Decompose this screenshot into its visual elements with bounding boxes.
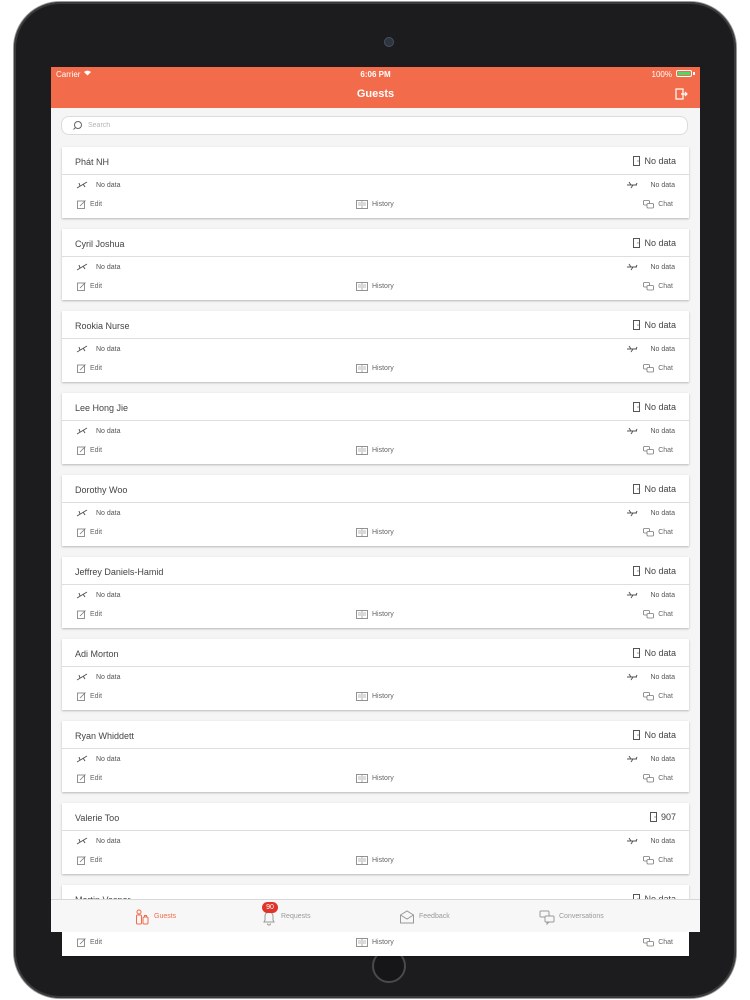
card-divider (62, 584, 689, 585)
door-icon (633, 648, 640, 658)
history-icon (356, 938, 368, 947)
door-icon (633, 484, 640, 494)
arrival-value: No data (96, 263, 121, 271)
arrival-plane-icon (76, 673, 88, 681)
chat-label: Chat (658, 693, 673, 700)
chat-button[interactable] (643, 200, 673, 209)
chat-icon (643, 200, 654, 209)
history-icon (356, 692, 368, 701)
guest-card[interactable] (62, 803, 689, 874)
guest-card[interactable] (62, 557, 689, 628)
edit-icon (77, 200, 86, 209)
history-label: History (372, 201, 394, 208)
edit-icon (77, 446, 86, 455)
departure-plane-icon (626, 181, 638, 189)
room-value: No data (644, 238, 676, 248)
history-button[interactable] (356, 528, 394, 537)
guest-arrival (76, 263, 121, 271)
history-button[interactable] (356, 774, 394, 783)
history-icon (356, 774, 368, 783)
chat-button[interactable] (643, 774, 673, 783)
edit-label: Edit (90, 693, 103, 700)
guest-name: Jeffrey Daniels-Hamid (75, 567, 164, 577)
door-icon (633, 566, 640, 576)
guest-room (633, 484, 676, 494)
guest-arrival (76, 673, 121, 681)
departure-value: No data (650, 509, 675, 517)
guest-name: Rookia Nurse (75, 321, 130, 331)
departure-value: No data (650, 427, 675, 435)
tab-requests-label: Requests (281, 913, 311, 920)
arrival-value: No data (96, 591, 121, 599)
departure-value: No data (650, 755, 675, 763)
chat-icon (643, 856, 654, 865)
edit-button[interactable] (77, 774, 102, 783)
camera (384, 37, 394, 47)
history-button[interactable] (356, 282, 394, 291)
history-label: History (372, 611, 394, 618)
tab-guests[interactable] (134, 900, 176, 933)
guest-card[interactable] (62, 639, 689, 710)
edit-icon (77, 692, 86, 701)
door-icon (633, 730, 640, 740)
search-icon (72, 120, 83, 131)
room-value: No data (644, 648, 676, 658)
guest-card[interactable] (62, 393, 689, 464)
chat-icon (643, 774, 654, 783)
history-label: History (372, 857, 394, 864)
guest-arrival (76, 345, 121, 353)
door-icon (650, 812, 657, 822)
card-divider (62, 502, 689, 503)
guest-departure (626, 181, 675, 189)
guest-room (633, 402, 676, 412)
edit-label: Edit (90, 611, 103, 618)
tab-feedback-label: Feedback (419, 913, 450, 920)
guest-departure (626, 837, 675, 845)
chat-button[interactable] (643, 938, 673, 947)
chat-icon (643, 364, 654, 373)
tab-feedback[interactable] (399, 900, 450, 933)
history-button[interactable] (356, 856, 394, 865)
history-button[interactable] (356, 446, 394, 455)
guest-room (633, 566, 676, 576)
door-icon (633, 156, 640, 166)
history-label: History (372, 283, 394, 290)
nav-bar (51, 67, 700, 108)
guest-room (633, 238, 676, 248)
card-divider (62, 338, 689, 339)
guest-room (633, 320, 676, 330)
card-divider (62, 420, 689, 421)
departure-plane-icon (626, 755, 638, 763)
guest-departure (626, 263, 675, 271)
edit-button[interactable] (77, 200, 102, 209)
guest-arrival (76, 509, 121, 517)
guest-card[interactable] (62, 311, 689, 382)
chat-button[interactable] (643, 528, 673, 537)
history-label: History (372, 693, 394, 700)
logout-icon[interactable] (674, 87, 688, 101)
history-button[interactable] (356, 200, 394, 209)
search-area (51, 108, 700, 142)
edit-label: Edit (90, 857, 103, 864)
history-icon (356, 200, 368, 209)
room-value: No data (644, 484, 676, 494)
history-icon (356, 282, 368, 291)
edit-label: Edit (90, 447, 103, 454)
history-icon (356, 364, 368, 373)
guest-room (633, 648, 676, 658)
guest-room (650, 812, 676, 822)
edit-icon (77, 282, 86, 291)
card-divider (62, 256, 689, 257)
edit-button[interactable] (77, 692, 102, 701)
edit-icon (77, 856, 86, 865)
chat-label: Chat (658, 447, 673, 454)
edit-button[interactable] (77, 364, 102, 373)
chat-icon (643, 938, 654, 947)
card-divider (62, 748, 689, 749)
guests-icon (134, 909, 150, 925)
status-bar (51, 67, 700, 81)
edit-button[interactable] (77, 528, 102, 537)
tab-guests-label: Guests (154, 913, 177, 920)
guest-arrival (76, 591, 121, 599)
arrival-plane-icon (76, 427, 88, 435)
guest-departure (626, 673, 675, 681)
chat-label: Chat (658, 939, 673, 946)
arrival-value: No data (96, 181, 121, 189)
card-divider (62, 830, 689, 831)
guest-arrival (76, 181, 121, 189)
arrival-plane-icon (76, 509, 88, 517)
history-button[interactable] (356, 364, 394, 373)
room-value: No data (644, 730, 676, 740)
departure-plane-icon (626, 345, 638, 353)
edit-label: Edit (90, 201, 103, 208)
edit-icon (77, 774, 86, 783)
arrival-plane-icon (76, 755, 88, 763)
tab-bar (51, 899, 700, 932)
guest-departure (626, 345, 675, 353)
edit-button[interactable] (77, 282, 102, 291)
history-label: History (372, 447, 394, 454)
edit-button[interactable] (77, 856, 102, 865)
departure-value: No data (650, 591, 675, 599)
chat-button[interactable] (643, 446, 673, 455)
room-value: No data (644, 402, 676, 412)
chat-label: Chat (658, 365, 673, 372)
arrival-plane-icon (76, 837, 88, 845)
screen (51, 67, 700, 946)
departure-plane-icon (626, 509, 638, 517)
history-label: History (372, 775, 394, 782)
edit-label: Edit (90, 365, 103, 372)
conversations-icon (539, 909, 555, 925)
card-divider (62, 666, 689, 667)
history-icon (356, 528, 368, 537)
guest-room (633, 156, 676, 166)
arrival-plane-icon (76, 591, 88, 599)
chat-icon (643, 610, 654, 619)
edit-icon (77, 528, 86, 537)
card-divider (62, 174, 689, 175)
requests-badge: 90 (262, 902, 278, 913)
room-value: No data (644, 566, 676, 576)
battery-percent: 100% (651, 70, 672, 79)
edit-button[interactable] (77, 446, 102, 455)
guest-name: Ryan Whiddett (75, 731, 135, 741)
departure-value: No data (650, 345, 675, 353)
guest-name: Valerie Too (75, 813, 120, 823)
search-bar[interactable] (61, 116, 688, 135)
edit-label: Edit (90, 529, 103, 536)
edit-label: Edit (90, 939, 103, 946)
guest-arrival (76, 755, 121, 763)
tab-conversations-label: Conversations (559, 913, 604, 920)
departure-plane-icon (626, 263, 638, 271)
chat-button[interactable] (643, 282, 673, 291)
chat-icon (643, 446, 654, 455)
chat-label: Chat (658, 611, 673, 618)
feedback-icon (399, 909, 415, 925)
guest-name: Cyril Joshua (75, 239, 125, 249)
edit-label: Edit (90, 283, 103, 290)
guest-departure (626, 755, 675, 763)
chat-button[interactable] (643, 692, 673, 701)
arrival-value: No data (96, 509, 121, 517)
room-value: No data (644, 320, 676, 330)
arrival-value: No data (96, 345, 121, 353)
history-label: History (372, 529, 394, 536)
guest-card[interactable] (62, 229, 689, 300)
history-button[interactable] (356, 938, 394, 947)
chat-label: Chat (658, 283, 673, 290)
departure-plane-icon (626, 837, 638, 845)
search-input[interactable] (88, 119, 668, 132)
room-value: No data (644, 156, 676, 166)
guest-name: Phát NH (75, 157, 110, 167)
history-label: History (372, 939, 394, 946)
edit-icon (77, 610, 86, 619)
edit-button[interactable] (77, 610, 102, 619)
chat-button[interactable] (643, 364, 673, 373)
history-icon (356, 446, 368, 455)
arrival-plane-icon (76, 263, 88, 271)
chat-icon (643, 692, 654, 701)
arrival-plane-icon (76, 345, 88, 353)
edit-button[interactable] (77, 938, 102, 947)
guest-name: Adi Morton (75, 649, 119, 659)
chat-icon (643, 282, 654, 291)
chat-label: Chat (658, 775, 673, 782)
departure-value: No data (650, 181, 675, 189)
history-button[interactable] (356, 610, 394, 619)
history-icon (356, 856, 368, 865)
tab-conversations[interactable] (539, 900, 604, 933)
arrival-value: No data (96, 837, 121, 845)
door-icon (633, 238, 640, 248)
door-icon (633, 402, 640, 412)
arrival-value: No data (96, 755, 121, 763)
status-time: 6:06 PM (360, 70, 391, 79)
history-label: History (372, 365, 394, 372)
departure-value: No data (650, 837, 675, 845)
history-icon (356, 610, 368, 619)
chat-button[interactable] (643, 610, 673, 619)
departure-value: No data (650, 263, 675, 271)
departure-plane-icon (626, 673, 638, 681)
arrival-value: No data (96, 673, 121, 681)
edit-label: Edit (90, 775, 103, 782)
departure-plane-icon (626, 591, 638, 599)
edit-icon (77, 364, 86, 373)
guest-name: Lee Hong Jie (75, 403, 129, 413)
departure-plane-icon (626, 427, 638, 435)
room-value: 907 (660, 812, 676, 822)
history-button[interactable] (356, 692, 394, 701)
arrival-plane-icon (76, 181, 88, 189)
guest-room (633, 730, 676, 740)
chat-label: Chat (658, 529, 673, 536)
guest-card[interactable] (62, 721, 689, 792)
departure-value: No data (650, 673, 675, 681)
battery-tip (693, 72, 695, 75)
guest-arrival (76, 837, 121, 845)
page-title: Guests (356, 88, 395, 100)
chat-icon (643, 528, 654, 537)
edit-icon (77, 938, 86, 947)
guest-departure (626, 509, 675, 517)
guest-card[interactable] (62, 475, 689, 546)
carrier-label: Carrier (56, 70, 81, 79)
guest-departure (626, 591, 675, 599)
guest-name: Dorothy Woo (75, 485, 128, 495)
chat-label: Chat (658, 857, 673, 864)
chat-label: Chat (658, 201, 673, 208)
guest-arrival (76, 427, 121, 435)
door-icon (633, 320, 640, 330)
arrival-value: No data (96, 427, 121, 435)
battery-icon (676, 70, 692, 77)
chat-button[interactable] (643, 856, 673, 865)
guest-departure (626, 427, 675, 435)
guest-card[interactable] (62, 147, 689, 218)
